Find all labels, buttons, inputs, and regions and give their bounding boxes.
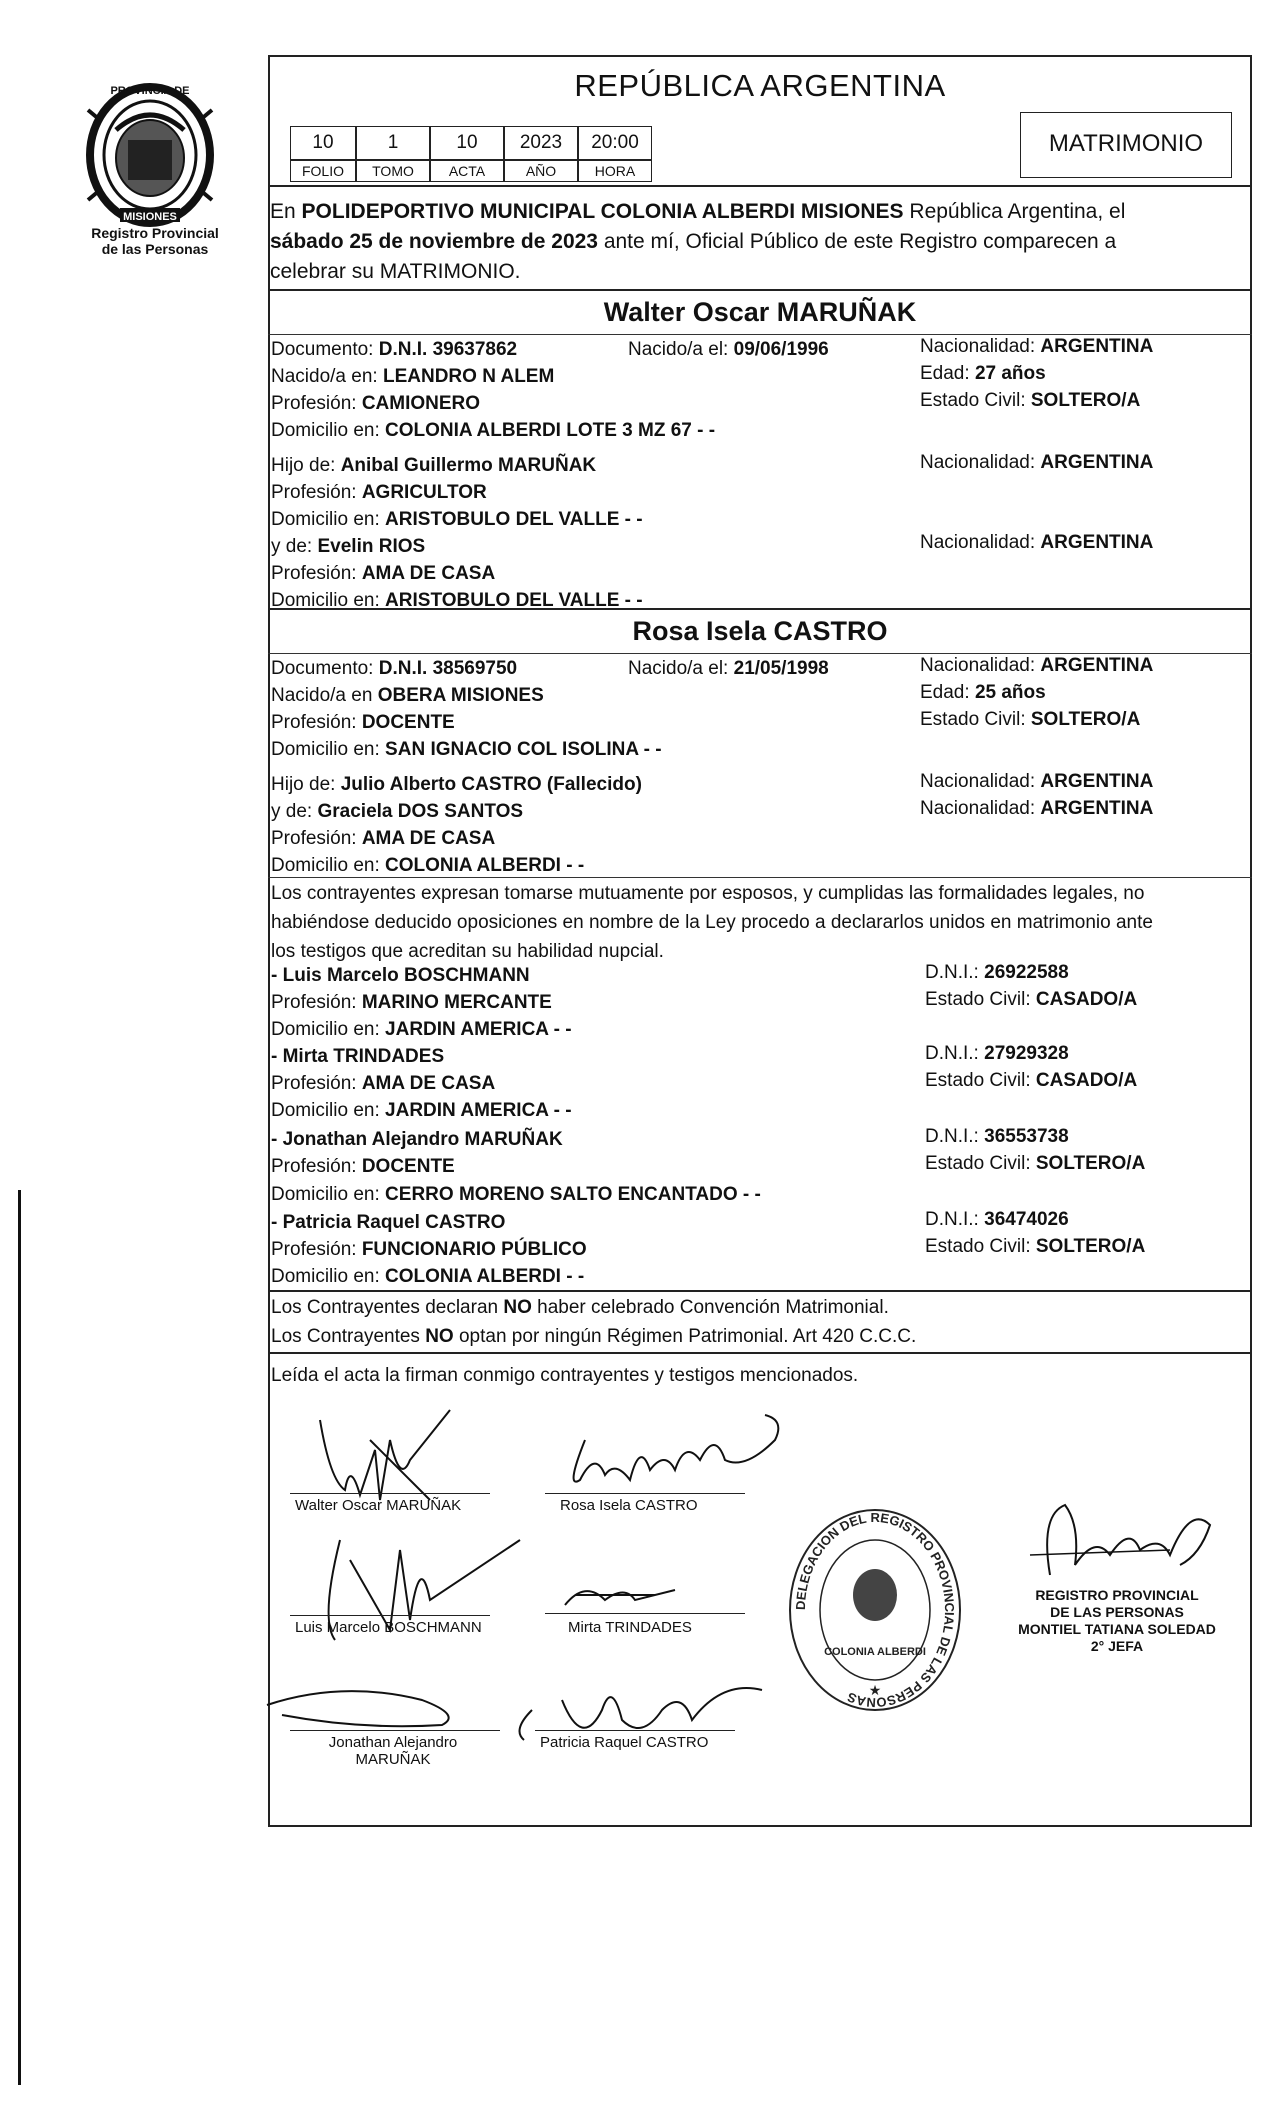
bride-mother-nationality: Nacionalidad: ARGENTINA bbox=[920, 798, 1154, 819]
acta-value: 10 bbox=[430, 126, 504, 160]
signatures-intro: Leída el acta la firman conmigo contrayentes y testigos mencionados. bbox=[271, 1365, 859, 1386]
folio-value: 10 bbox=[290, 126, 356, 160]
witness-3-name: - Jonathan Alejandro MARUÑAK bbox=[271, 1129, 563, 1150]
logo-ring-bottom: MISIONES bbox=[123, 211, 177, 223]
bride-age: Edad: 25 años bbox=[920, 682, 1046, 703]
witness-1-signature-label: Luis Marcelo BOSCHMANN bbox=[295, 1619, 482, 1636]
witness-1-address: Domicilio en: JARDIN AMERICA - - bbox=[271, 1019, 572, 1040]
witness-3-address: Domicilio en: CERRO MORENO SALTO ENCANTADO - - bbox=[271, 1184, 761, 1205]
witness-4-civil: Estado Civil: SOLTERO/A bbox=[925, 1236, 1146, 1257]
divider bbox=[268, 1352, 1252, 1354]
witness-4-signature-label: Patricia Raquel CASTRO bbox=[540, 1734, 709, 1751]
document-type-box: MATRIMONIO bbox=[1020, 112, 1232, 178]
svg-text:★: ★ bbox=[868, 1682, 882, 1698]
witness-3-profession: Profesión: DOCENTE bbox=[271, 1156, 455, 1177]
hora-value: 20:00 bbox=[578, 126, 652, 160]
bride-nationality: Nacionalidad: ARGENTINA bbox=[920, 655, 1154, 676]
groom-profession: Profesión: CAMIONERO bbox=[271, 393, 481, 414]
signature-line bbox=[290, 1493, 490, 1494]
divider bbox=[268, 289, 1252, 291]
bride-address: Domicilio en: SAN IGNACIO COL ISOLINA - - bbox=[271, 739, 662, 760]
intro-paragraph: En POLIDEPORTIVO MUNICIPAL COLONIA ALBERDI MISIONES República Argentina, el sábado 25 de noviembre de 2023 ante mí, Oficial Público de este Registro comparecen a celebrar su MATRIMONIO. bbox=[270, 200, 1126, 283]
groom-father-address: Domicilio en: ARISTOBULO DEL VALLE - - bbox=[271, 509, 643, 530]
bride-mother-address: Domicilio en: COLONIA ALBERDI - - bbox=[271, 855, 585, 876]
bride-birth-place: Nacido/a en OBERA MISIONES bbox=[271, 685, 544, 706]
tomo-label: TOMO bbox=[356, 160, 430, 182]
divider bbox=[268, 1290, 1252, 1292]
convention-line-1: Los Contrayentes declaran NO haber celebrado Convención Matrimonial. bbox=[271, 1297, 889, 1318]
acta-label: ACTA bbox=[430, 160, 504, 182]
bride-father: Hijo de: Julio Alberto CASTRO (Fallecido) bbox=[271, 774, 642, 795]
officer-title: REGISTRO PROVINCIAL DE LAS PERSONAS MONTIEL TATIANA SOLEDAD 2° JEFA bbox=[1018, 1587, 1216, 1654]
groom-mother: y de: Evelin RIOS bbox=[271, 536, 426, 557]
convention-line-2: Los Contrayentes NO optan por ningún Régimen Patrimonial. Art 420 C.C.C. bbox=[271, 1326, 917, 1347]
witness-1-civil: Estado Civil: CASADO/A bbox=[925, 989, 1138, 1010]
stamp-inner-text: COLONIA ALBERDI bbox=[824, 1646, 926, 1658]
witness-2-dni: D.N.I.: 27929328 bbox=[925, 1043, 1069, 1064]
witness-4-name: - Patricia Raquel CASTRO bbox=[271, 1212, 506, 1233]
groom-birth-date: Nacido/a el: 09/06/1996 bbox=[628, 339, 829, 360]
witness-1-dni: D.N.I.: 26922588 bbox=[925, 962, 1069, 983]
witness-2-signature-label: Mirta TRINDADES bbox=[568, 1619, 692, 1636]
signature-line bbox=[545, 1613, 745, 1614]
groom-name: Walter Oscar MARUÑAK bbox=[603, 297, 917, 327]
registry-office-stamp bbox=[785, 1505, 965, 1715]
witness-2-civil: Estado Civil: CASADO/A bbox=[925, 1070, 1138, 1091]
bride-civil-status: Estado Civil: SOLTERO/A bbox=[920, 709, 1141, 730]
province-seal-logo bbox=[80, 80, 220, 230]
groom-mother-profession: Profesión: AMA DE CASA bbox=[271, 563, 496, 584]
stamp-ring-text: DELEGACION DEL REGISTRO PROVINCIAL DE LAS PERSONAS bbox=[792, 1509, 958, 1711]
witness-2-address: Domicilio en: JARDIN AMERICA - - bbox=[271, 1100, 572, 1121]
witness-2-name: - Mirta TRINDADES bbox=[271, 1046, 445, 1067]
registry-label: Registro Provincial de las Personas bbox=[91, 225, 219, 257]
witness-3-civil: Estado Civil: SOLTERO/A bbox=[925, 1153, 1146, 1174]
signature-line bbox=[290, 1730, 500, 1731]
groom-father-nationality: Nacionalidad: ARGENTINA bbox=[920, 452, 1154, 473]
divider bbox=[268, 653, 1252, 654]
signature-line bbox=[290, 1615, 490, 1616]
ano-label: AÑO bbox=[504, 160, 578, 182]
logo-ring-top: PROVINCIA DE bbox=[110, 85, 190, 97]
hora-label: HORA bbox=[578, 160, 652, 182]
bride-signature-scribble bbox=[545, 1400, 795, 1500]
groom-civil-status: Estado Civil: SOLTERO/A bbox=[920, 390, 1141, 411]
divider bbox=[268, 185, 1252, 187]
groom-document: Documento: D.N.I. 39637862 bbox=[271, 339, 518, 360]
bride-birth-date: Nacido/a el: 21/05/1998 bbox=[628, 658, 829, 679]
divider bbox=[268, 334, 1252, 335]
bride-profession: Profesión: DOCENTE bbox=[271, 712, 455, 733]
bride-mother: y de: Graciela DOS SANTOS bbox=[271, 801, 524, 822]
bride-name: Rosa Isela CASTRO bbox=[632, 616, 888, 646]
witness-2-profession: Profesión: AMA DE CASA bbox=[271, 1073, 496, 1094]
groom-age: Edad: 27 años bbox=[920, 363, 1046, 384]
divider bbox=[268, 877, 1252, 878]
tomo-value: 1 bbox=[356, 126, 430, 160]
groom-signature-label: Walter Oscar MARUÑAK bbox=[295, 1497, 462, 1514]
groom-father: Hijo de: Anibal Guillermo MARUÑAK bbox=[271, 455, 597, 476]
scan-edge-line bbox=[18, 1190, 21, 2085]
folio-label: FOLIO bbox=[290, 160, 356, 182]
witness-3-signature-label: Jonathan Alejandro MARUÑAK bbox=[328, 1734, 458, 1768]
witness-4-dni: D.N.I.: 36474026 bbox=[925, 1209, 1069, 1230]
divider bbox=[268, 608, 1252, 610]
document-title: REPÚBLICA ARGENTINA bbox=[574, 68, 946, 103]
witness-1-profession: Profesión: MARINO MERCANTE bbox=[271, 992, 552, 1013]
bride-mother-profession: Profesión: AMA DE CASA bbox=[271, 828, 496, 849]
signature-line bbox=[535, 1730, 735, 1731]
ano-value: 2023 bbox=[504, 126, 578, 160]
groom-nationality: Nacionalidad: ARGENTINA bbox=[920, 336, 1154, 357]
bride-document: Documento: D.N.I. 38569750 bbox=[271, 658, 518, 679]
witness-1-name: - Luis Marcelo BOSCHMANN bbox=[271, 965, 530, 986]
groom-address: Domicilio en: COLONIA ALBERDI LOTE 3 MZ 67 - - bbox=[271, 420, 716, 441]
bride-signature-label: Rosa Isela CASTRO bbox=[560, 1497, 698, 1514]
groom-birth-place: Nacido/a en: LEANDRO N ALEM bbox=[271, 366, 555, 387]
witness-4-profession: Profesión: FUNCIONARIO PÚBLICO bbox=[271, 1239, 587, 1260]
signature-line bbox=[545, 1493, 745, 1494]
groom-mother-nationality: Nacionalidad: ARGENTINA bbox=[920, 532, 1154, 553]
groom-mother-address: Domicilio en: ARISTOBULO DEL VALLE - - bbox=[271, 590, 643, 611]
witness-3-dni: D.N.I.: 36553738 bbox=[925, 1126, 1069, 1147]
bride-father-nationality: Nacionalidad: ARGENTINA bbox=[920, 771, 1154, 792]
groom-father-profession: Profesión: AGRICULTOR bbox=[271, 482, 487, 503]
witness-4-address: Domicilio en: COLONIA ALBERDI - - bbox=[271, 1266, 585, 1287]
declaration-paragraph: Los contrayentes expresan tomarse mutuamente por esposos, y cumplidas las formalidades legales, no habiéndose deducido oposiciones en nombre de la Ley procedo a declararlos unidos en matrimonio ante los testigos que acreditan su habilidad nupcial. bbox=[271, 883, 1153, 962]
officer-signature-scribble bbox=[1020, 1495, 1220, 1585]
